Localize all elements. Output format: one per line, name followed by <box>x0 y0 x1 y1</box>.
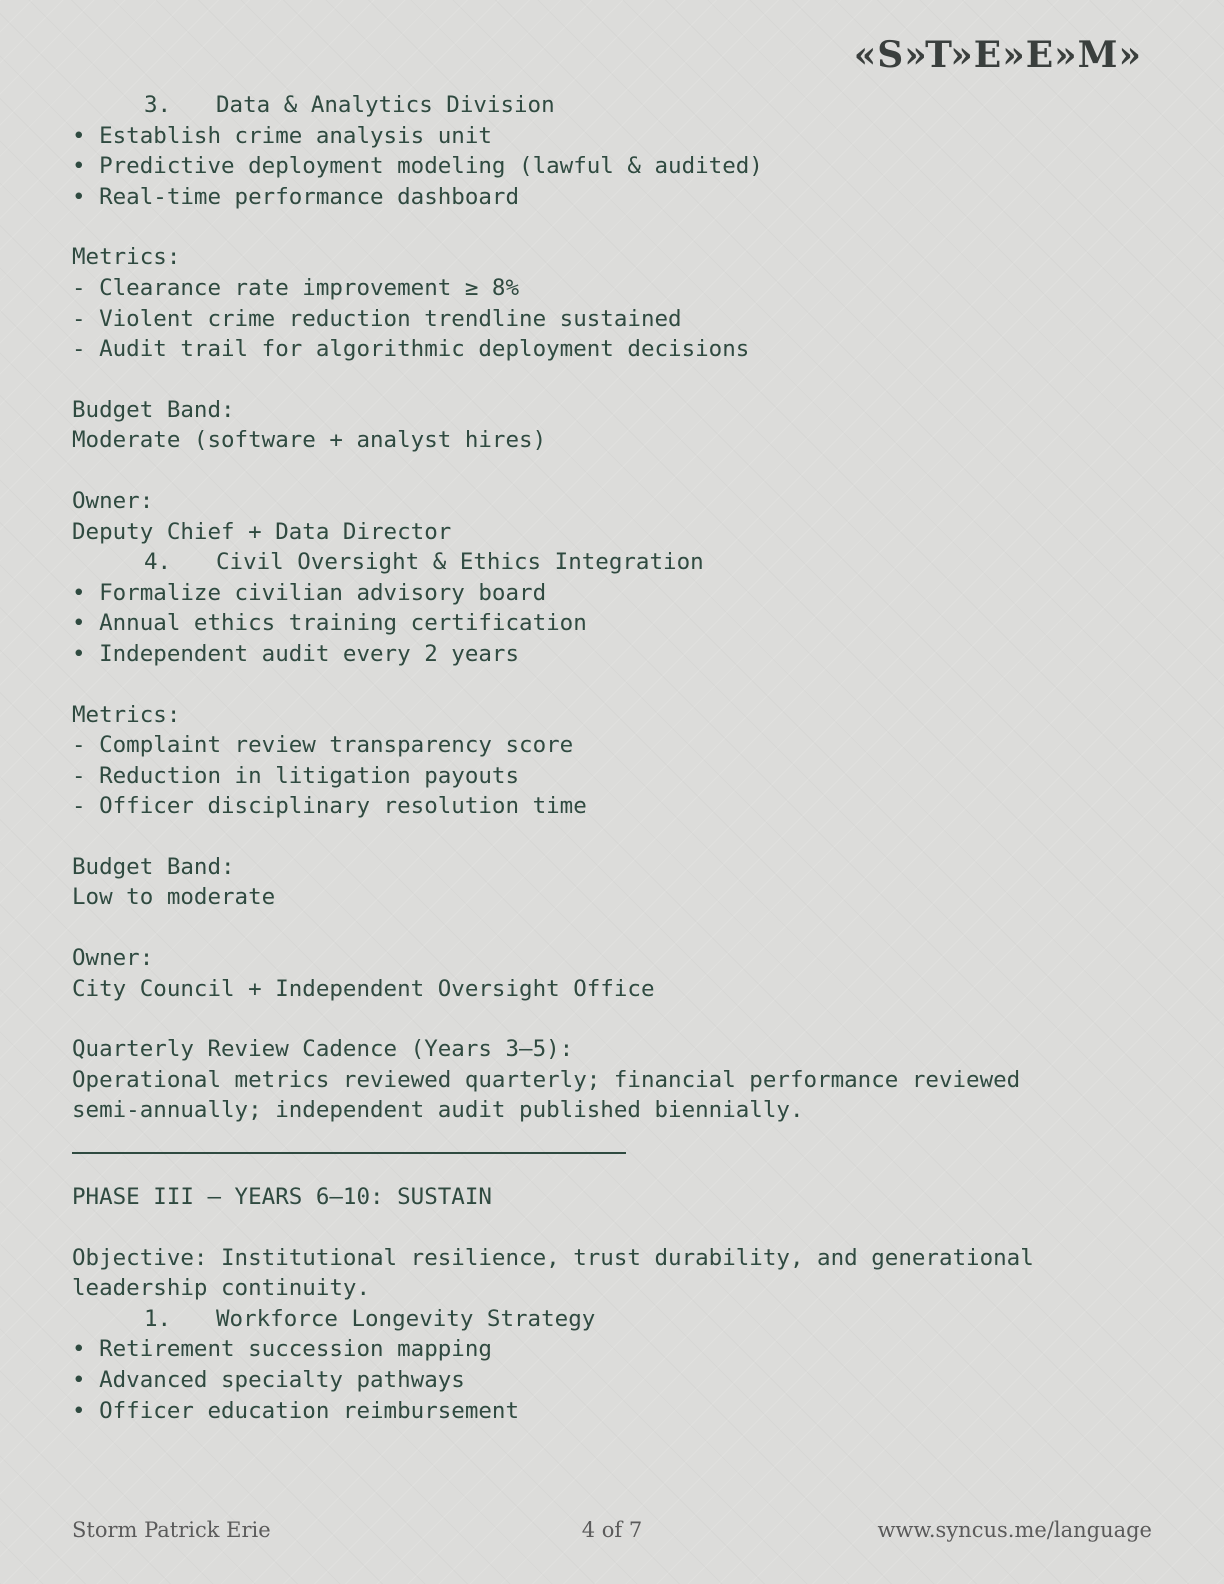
owner-label: Owner: <box>72 487 154 514</box>
metric-item: - Officer disciplinary resolution time <box>72 793 587 820</box>
section-heading: 3. Data & Analytics Division <box>144 92 555 118</box>
metric-item: - Violent crime reduction trendline sustained <box>72 305 682 332</box>
review-label: Quarterly Review Cadence (Years 3–5): <box>72 1036 574 1063</box>
bullet-item: • Predictive deployment modeling (lawful & audited) <box>72 153 763 180</box>
footer-author: Storm Patrick Erie <box>72 1518 271 1542</box>
metric-item: - Clearance rate improvement ≥ 8% <box>72 274 520 301</box>
section-heading: 1. Workforce Longevity Strategy <box>144 1305 596 1332</box>
review-text: semi-annually; independent audit published biennially. <box>72 1097 804 1124</box>
bullet-item: • Establish crime analysis unit <box>72 122 492 149</box>
horizontal-divider <box>72 1126 626 1154</box>
bullet-item: • Retirement succession mapping <box>72 1336 492 1363</box>
budget-value: Low to moderate <box>72 884 276 911</box>
budget-label: Budget Band: <box>72 853 235 880</box>
metrics-label: Metrics: <box>72 244 181 271</box>
bullet-item: • Annual ethics training certification <box>72 610 587 637</box>
document-body <box>72 90 1152 1426</box>
bullet-item: • Advanced specialty pathways <box>72 1367 465 1393</box>
objective-text: leadership continuity. <box>72 1275 371 1302</box>
footer-page-number: 4 of 7 <box>581 1518 643 1542</box>
bullet-item: • Officer education reimbursement <box>72 1397 520 1424</box>
bullet-item: • Independent audit every 2 years <box>72 640 520 667</box>
metrics-label: Metrics: <box>72 701 181 728</box>
budget-value: Moderate (software + analyst hires) <box>72 427 547 454</box>
footer-url[interactable]: www.syncus.me/language <box>877 1518 1152 1542</box>
review-text: Operational metrics reviewed quarterly; financial performance reviewed <box>72 1066 1021 1093</box>
owner-value: City Council + Independent Oversight Office <box>72 975 655 1002</box>
metric-item: - Reduction in litigation payouts <box>72 762 520 789</box>
owner-label: Owner: <box>72 945 154 972</box>
bullet-item: • Formalize civilian advisory board <box>72 579 547 606</box>
section-heading: 4. Civil Oversight & Ethics Integration <box>144 549 704 576</box>
page-footer <box>72 1518 1152 1548</box>
phase-heading: PHASE III — YEARS 6–10: SUSTAIN <box>72 1184 492 1211</box>
bullet-item: • Real-time performance dashboard <box>72 183 520 210</box>
owner-value: Deputy Chief + Data Director <box>72 518 452 545</box>
steem-logo: «S»T»E»E»M» <box>853 34 1142 76</box>
metric-item: - Complaint review transparency score <box>72 732 574 759</box>
objective-text: Objective: Institutional resilience, trust durability, and generational <box>72 1244 1034 1271</box>
budget-label: Budget Band: <box>72 396 235 423</box>
metric-item: - Audit trail for algorithmic deployment decisions <box>72 336 750 363</box>
